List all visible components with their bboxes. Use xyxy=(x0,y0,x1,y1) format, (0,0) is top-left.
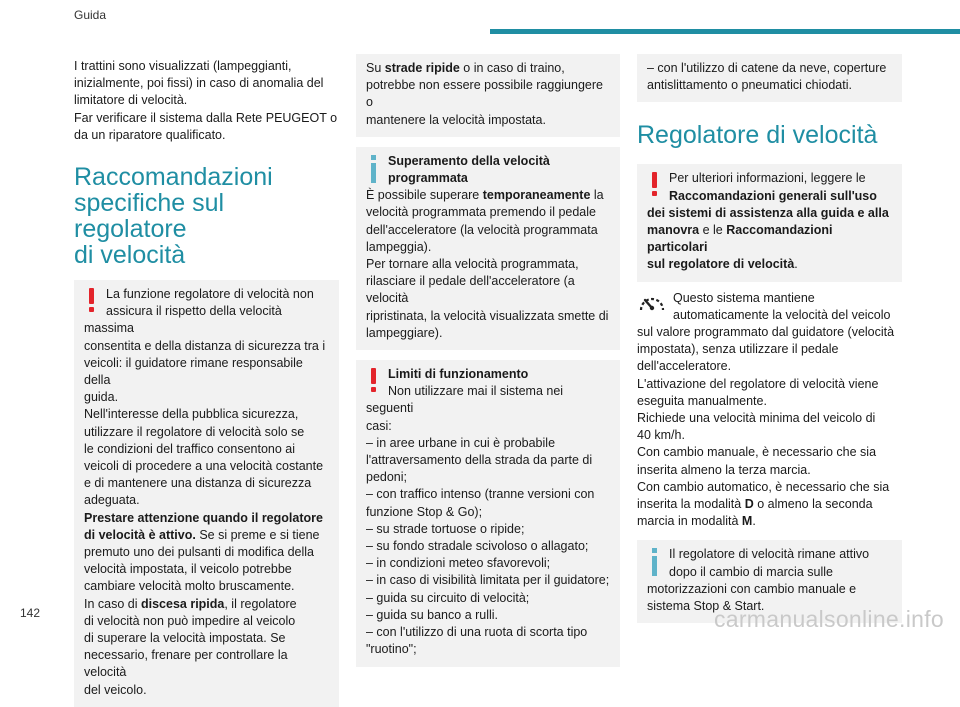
text-line xyxy=(647,205,892,222)
bold-text: Prestare attenzione quando il regolatore xyxy=(84,510,323,525)
bold-text: temporaneamente xyxy=(482,188,591,203)
bold-text: M xyxy=(741,514,753,529)
text-line: di velocità non può impedire al veicolo xyxy=(84,613,296,628)
warning-exclamation-icon xyxy=(647,172,663,196)
text-line xyxy=(637,496,902,513)
text-span: Se si preme e si tiene xyxy=(195,527,320,542)
bold-text: sul regolatore di velocità xyxy=(647,257,795,272)
watermark: carmanualsonline.info xyxy=(713,606,944,632)
column-1 xyxy=(74,54,339,707)
text-line: l'attraversamento della strada da parte di xyxy=(366,453,593,468)
text-line: "ruotino"; xyxy=(366,642,417,657)
bold-text: Raccomandazioni generali sull'uso xyxy=(669,188,877,203)
text-line: Il regolatore di velocità rimane attivo xyxy=(669,547,870,562)
bold-text: Raccomandazioni particolari xyxy=(647,223,833,255)
text-line: motorizzazioni con cambio manuale e xyxy=(647,581,857,596)
bold-text: programmata xyxy=(388,171,468,186)
text-line: assicura il rispetto della velocità massima xyxy=(84,304,282,336)
text-line: del veicolo. xyxy=(84,682,147,697)
header-accent-bar xyxy=(490,29,960,34)
note-box-steep-roads xyxy=(356,54,620,137)
bold-text: D xyxy=(744,497,754,512)
bold-text: dei sistemi di assistenza alla guida e alla xyxy=(647,205,889,220)
text-line: casi: xyxy=(366,418,392,433)
heading-line: Raccomandazioni xyxy=(74,163,273,192)
text-span: marcia in modalità xyxy=(637,514,742,529)
text-span: e le xyxy=(699,223,727,238)
cruise-description xyxy=(637,290,902,531)
warning-exclamation-icon xyxy=(84,288,100,312)
bold-text: di velocità è attivo. xyxy=(84,527,196,542)
text-line: velocità impostata, il veicolo potrebbe xyxy=(84,562,292,577)
text-line: cambiare velocità molto bruscamente. xyxy=(84,579,295,594)
text-line: utilizzare il regolatore di velocità solo se xyxy=(84,424,305,439)
text-line: di superare la velocità impostata. Se xyxy=(84,631,286,646)
warning-box-limits xyxy=(356,360,620,666)
bold-text: discesa ripida xyxy=(140,596,225,611)
column-2 xyxy=(356,54,620,667)
text-line: Con cambio automatico, è necessario che sia xyxy=(637,479,890,494)
text-line: velocità programmata premendo il pedale xyxy=(366,205,596,220)
text-line xyxy=(366,153,610,170)
text-line: antislittamento o pneumatici chiodati. xyxy=(647,78,852,93)
text-line: inserita almeno la terza marcia. xyxy=(637,462,811,477)
text-line: Per ulteriori informazioni, leggere le xyxy=(669,171,866,186)
text-line: premuto uno dei pulsanti di modifica della xyxy=(84,545,314,560)
text-line: Questo sistema mantiene xyxy=(673,290,815,305)
info-box-exceed-speed xyxy=(356,147,620,350)
text-line: dopo il cambio di marcia sulle xyxy=(669,564,833,579)
text-span: la xyxy=(590,188,604,203)
page-number: 142 xyxy=(20,606,41,620)
text-line: veicoli: il guidatore rimane responsabile della xyxy=(84,355,303,388)
warning-box-recommendations xyxy=(74,280,339,707)
text-line: Per tornare alla velocità programmata, xyxy=(366,257,579,272)
text-line xyxy=(637,513,902,530)
text-line xyxy=(366,60,610,77)
text-line: e di mantenere una distanza di sicurezza xyxy=(84,476,312,491)
text-line xyxy=(366,170,610,187)
text-span: o almeno la seconda xyxy=(753,497,873,512)
text-line: sistema Stop & Start. xyxy=(647,599,765,614)
text-line: – su strade tortuose o ripide; xyxy=(366,521,525,536)
text-line: eseguita manualmente. xyxy=(637,393,767,408)
text-line: rilasciare il pedale dell'acceleratore (a velocità xyxy=(366,274,575,306)
text-line: L'attivazione del regolatore di velocità viene xyxy=(637,376,879,391)
text-span: . xyxy=(752,514,756,529)
text-line: – con l'utilizzo di catene da neve, coperture xyxy=(647,61,887,75)
text-line: La funzione regolatore di velocità non xyxy=(106,287,314,302)
text-line: Far verificare il sistema dalla Rete PEUGEOT o xyxy=(74,110,338,125)
heading-line: di velocità xyxy=(74,241,186,270)
text-line: Non utilizzare mai il sistema nei seguenti xyxy=(366,384,564,416)
text-line xyxy=(84,510,329,527)
heading-line: specifiche sul regolatore xyxy=(74,189,225,244)
heading-line: Regolatore di velocità xyxy=(637,121,878,150)
text-line: lampeggia). xyxy=(366,239,432,254)
text-line: – in aree urbane in cui è probabile xyxy=(366,435,556,450)
warning-box-more-info xyxy=(637,164,902,281)
text-line: potrebbe non essere possibile raggiungere o xyxy=(366,78,603,110)
text-line: I trattini sono visualizzati (lampeggianti, xyxy=(74,59,292,73)
info-i-icon xyxy=(647,548,663,576)
text-line: – guida su banco a rulli. xyxy=(366,607,499,622)
text-line: – in caso di visibilità limitata per il guidatore; xyxy=(366,573,610,588)
text-span: È possibile superare xyxy=(366,188,483,203)
bold-text: Limiti di funzionamento xyxy=(388,367,529,382)
section-heading-recommendations xyxy=(74,164,339,268)
bold-text: strade ripide xyxy=(384,61,460,75)
text-span: inserita la modalità xyxy=(637,497,745,512)
column-3 xyxy=(637,54,902,623)
text-line: Con cambio manuale, è necessario che sia xyxy=(637,445,877,460)
text-line: 40 km/h. xyxy=(637,428,685,443)
text-line: sul valore programmato dal guidatore (velocità xyxy=(637,325,895,340)
text-line: adeguata. xyxy=(84,493,140,508)
text-span: Su xyxy=(366,61,385,75)
text-line: da un riparatore qualificato. xyxy=(74,127,226,142)
text-line: Richiede una velocità minima del veicolo di xyxy=(637,411,876,426)
text-line xyxy=(84,596,329,613)
text-line: – con l'utilizzo di una ruota di scorta tipo xyxy=(366,625,588,640)
text-line: necessario, frenare per controllare la velocità xyxy=(84,648,288,680)
intro-paragraph xyxy=(74,58,339,144)
text-line: limitatore di velocità. xyxy=(74,93,188,108)
text-line: veicoli di procedere a una velocità costante xyxy=(84,459,324,474)
text-span: , il regolatore xyxy=(224,596,297,611)
text-line: ripristinata, la velocità visualizzata smette di xyxy=(366,308,609,323)
speedometer-gauge-icon xyxy=(637,290,667,316)
text-line: impostata), senza utilizzare il pedale xyxy=(637,342,839,357)
bold-text: Superamento della velocità xyxy=(388,153,550,168)
text-line xyxy=(647,188,892,205)
text-line: – guida su circuito di velocità; xyxy=(366,590,530,605)
warning-exclamation-icon xyxy=(366,368,382,392)
text-line xyxy=(84,527,329,544)
text-line: dell'acceleratore. xyxy=(637,359,732,374)
text-line xyxy=(366,366,610,383)
text-line: – con traffico intenso (tranne versioni con xyxy=(366,487,595,502)
text-line: dell'acceleratore (la velocità programmata xyxy=(366,222,598,237)
text-line: – in condizioni meteo sfavorevoli; xyxy=(366,556,551,571)
text-line: guida. xyxy=(84,390,119,405)
note-box-snow-chains xyxy=(637,54,902,102)
text-span: o in caso di traino, xyxy=(459,61,565,75)
text-line: automaticamente la velocità del veicolo xyxy=(673,307,891,322)
text-line: consentita e della distanza di sicurezza tra i xyxy=(84,338,326,353)
text-span: . xyxy=(794,257,798,272)
text-line: pedoni; xyxy=(366,470,408,485)
info-i-icon xyxy=(366,155,382,183)
text-line: funzione Stop & Go); xyxy=(366,504,483,519)
text-line: le condizioni del traffico consentono ai xyxy=(84,441,296,456)
text-line: – su fondo stradale scivoloso o allagato; xyxy=(366,539,589,554)
bold-text: manovra xyxy=(647,223,700,238)
section-heading-cruise-control xyxy=(637,122,902,148)
text-line: inizialmente, poi fissi) in caso di anomalia del xyxy=(74,76,324,91)
text-line: lampeggiare). xyxy=(366,325,443,340)
text-line: mantenere la velocità impostata. xyxy=(366,112,546,127)
text-span: In caso di xyxy=(84,596,141,611)
text-line xyxy=(647,256,892,273)
running-header: Guida xyxy=(74,8,107,22)
text-line xyxy=(647,222,892,256)
text-line xyxy=(366,187,610,204)
text-line: Nell'interesse della pubblica sicurezza, xyxy=(84,407,299,422)
